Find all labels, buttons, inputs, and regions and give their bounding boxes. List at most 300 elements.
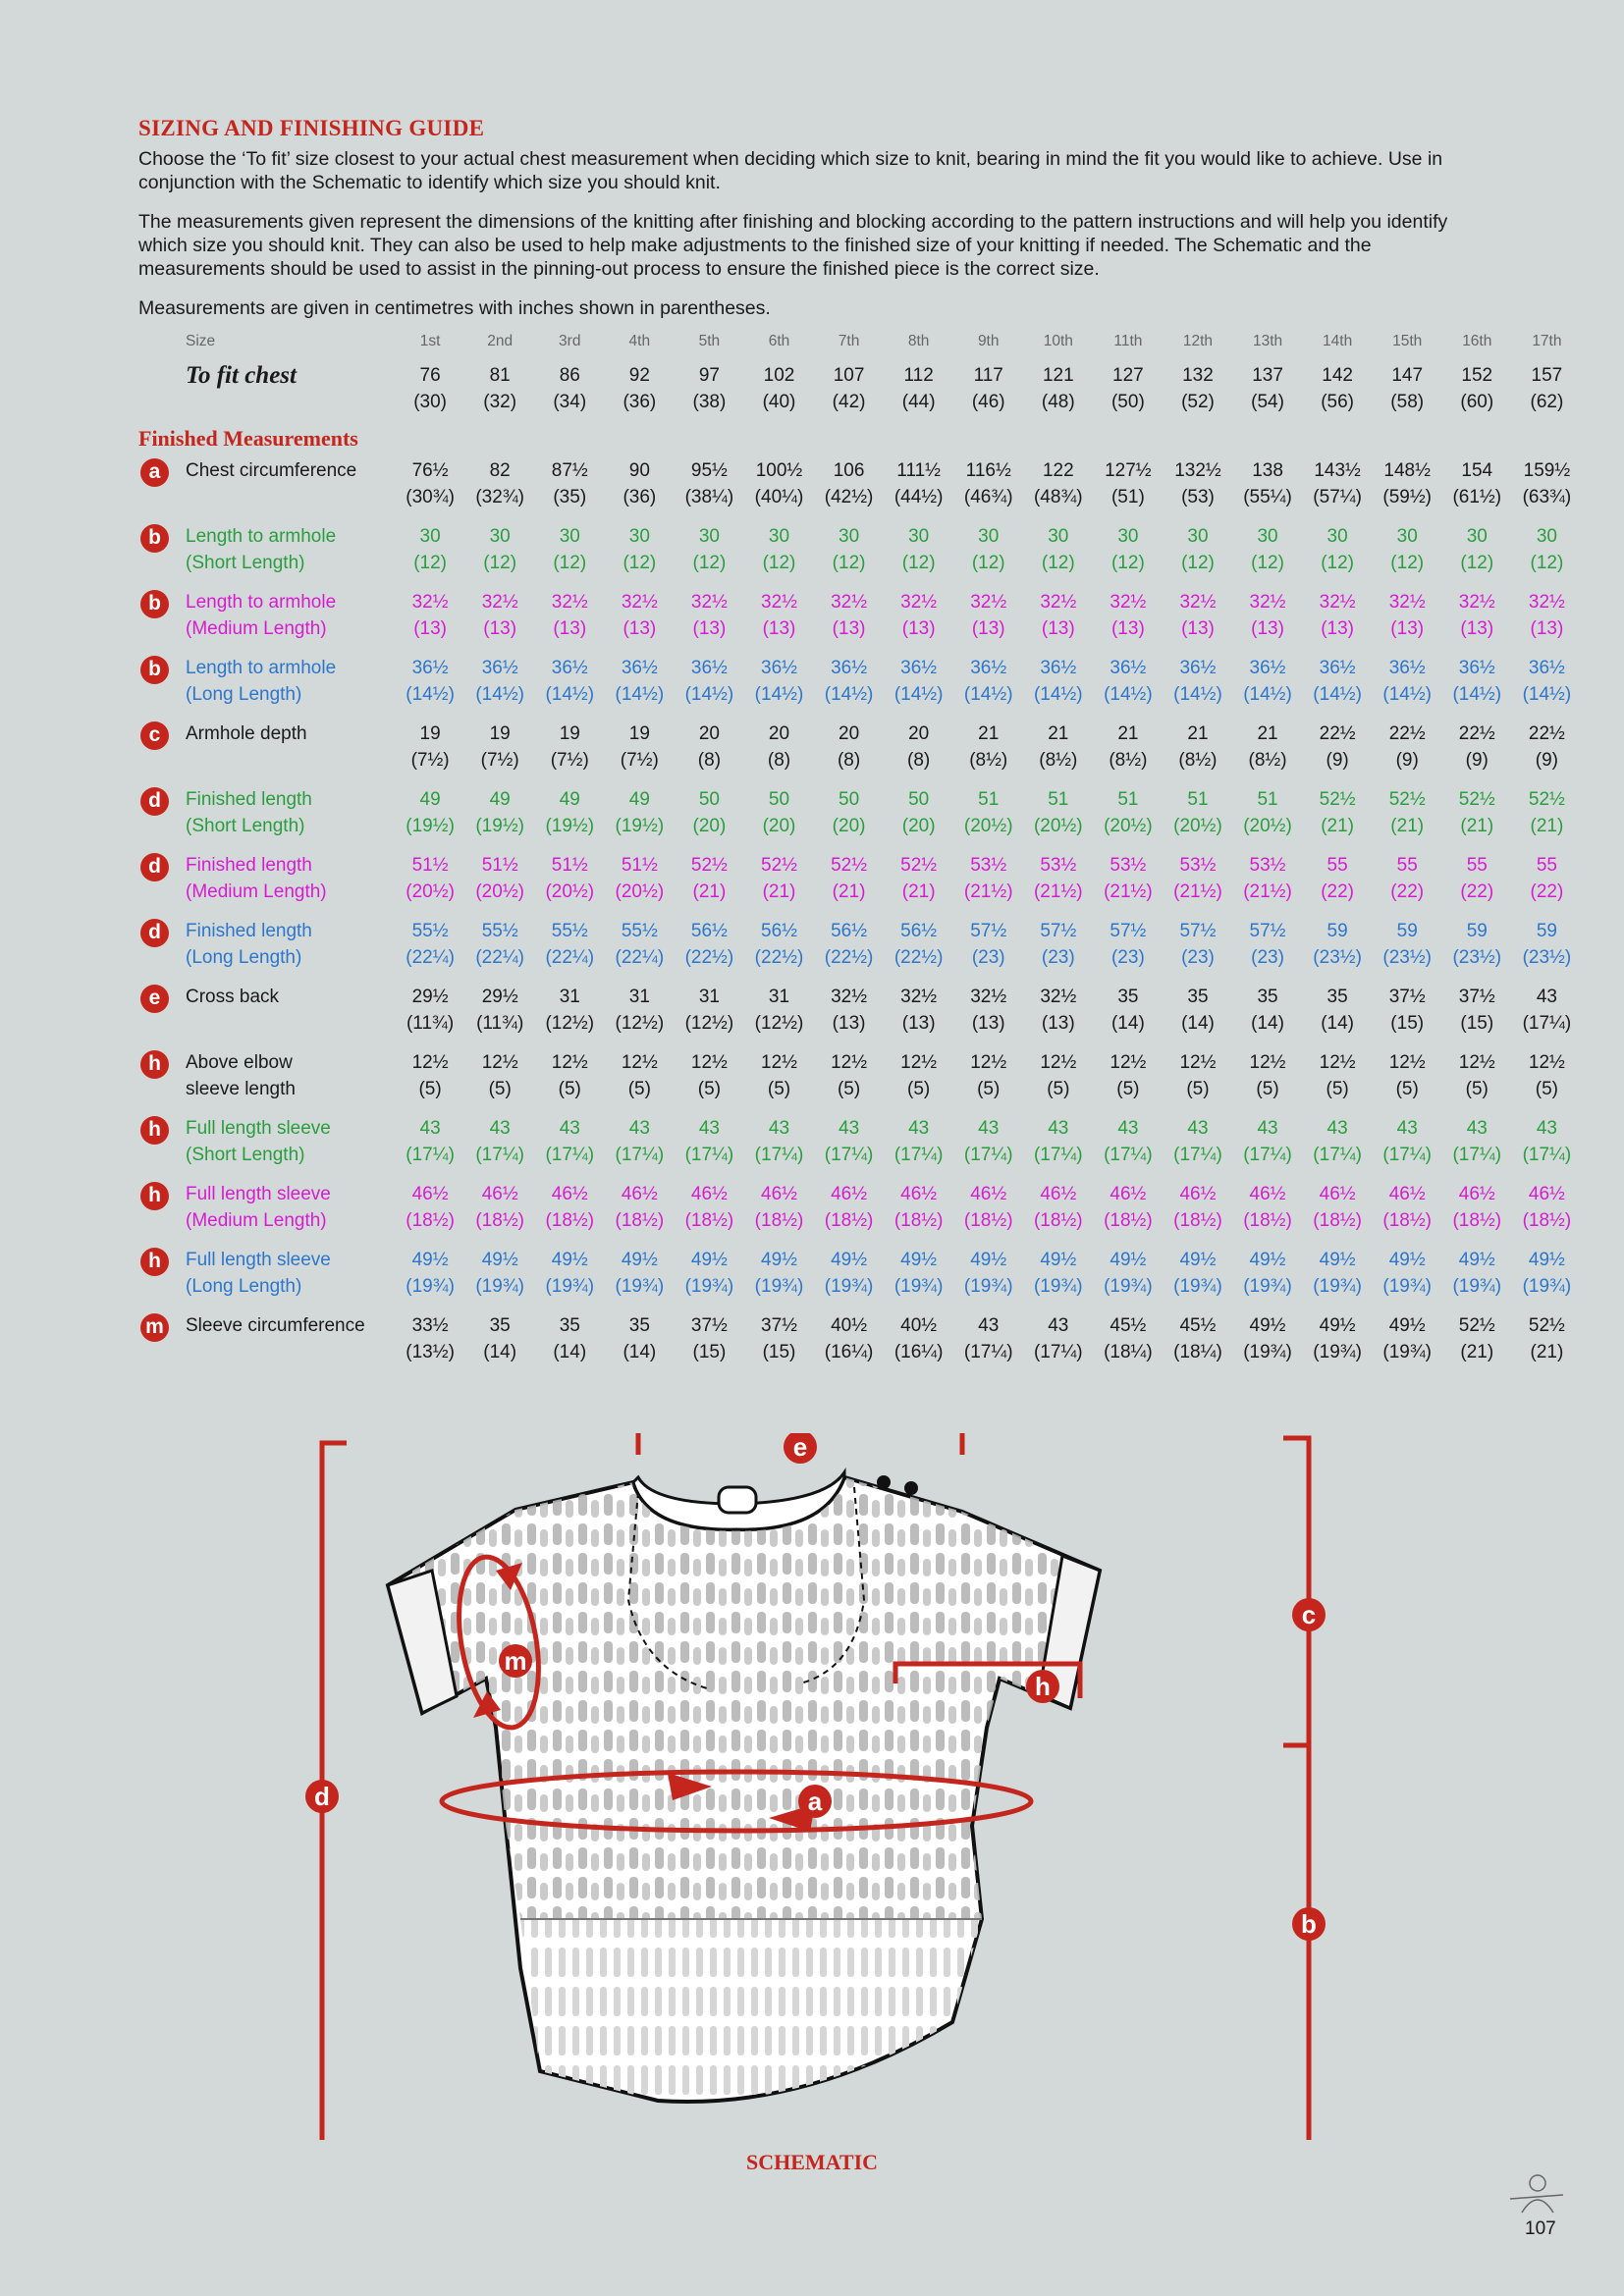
size-header: 3rd [559,333,581,349]
cm-value: 51 [1117,789,1139,810]
cm-value: 43 [1536,987,1557,1007]
cm-value: 30 [1466,526,1488,547]
cm-value: 32½ [900,592,938,613]
inch-value: (7½) [480,750,519,771]
inch-value: (40¼) [754,487,804,507]
cm-value: 81 [489,365,511,386]
inch-value: (18½) [1382,1210,1433,1231]
inch-value: (11¾) [476,1013,524,1034]
inch-value: (13) [1530,618,1564,639]
inch-value: (48) [1041,392,1075,412]
measurement-cell [744,1115,814,1181]
measurement-cell [535,523,605,589]
to-fit-cell [535,362,605,425]
cm-value: 43 [628,1118,650,1139]
cm-value: 46½ [1179,1184,1217,1204]
measurement-cell [396,852,465,918]
cm-value: 52½ [1388,789,1426,810]
inch-value: (21) [762,881,796,902]
measurement-cell [465,1312,535,1378]
measurement-cell [465,655,535,721]
inch-value: (8) [697,750,722,771]
measurement-cell [1512,589,1582,655]
cm-value: 46½ [1528,1184,1565,1204]
to-fit-cell [1512,362,1582,425]
sizing-table [138,328,1582,1378]
measurement-cell [1442,721,1512,786]
cm-value: 36½ [690,658,728,678]
measurement-cell [465,523,535,589]
to-fit-cell [1093,362,1163,425]
cm-value: 32½ [1040,592,1077,613]
inch-value: (22¼) [545,947,595,968]
inch-value: (18½) [754,1210,804,1231]
cm-value: 43 [1326,1118,1348,1139]
intro-paragraph: Choose the ‘To fit’ size closest to your actual chest measurement when deciding which size to knit, bearing in mind the fit you would like to achieve. Use in conjunction with the Schematic to identify which size you should knit. [138,148,1443,193]
cm-value: 36½ [411,658,449,678]
measurement-cell [675,1181,744,1247]
cm-value: 43 [1536,1118,1557,1139]
cm-value: 43 [489,1118,511,1139]
measurement-cell [953,918,1023,984]
label-line: (Long Length) [186,947,302,968]
cm-value: 52½ [1528,1315,1565,1336]
cm-value: 49 [559,789,580,810]
measurement-cell [884,786,953,852]
cm-value: 12½ [970,1052,1007,1073]
cm-value: 36½ [831,658,868,678]
cm-value: 52½ [1458,789,1495,810]
measurement-cell [744,1049,814,1115]
cm-value: 111½ [896,460,942,481]
cm-value: 36½ [1458,658,1495,678]
inch-value: (13) [1041,618,1075,639]
cm-value: 43 [1466,1118,1488,1139]
inch-value: (20½) [406,881,455,902]
inch-value: (19¾) [1104,1276,1153,1297]
inch-value: (21½) [1104,881,1153,902]
cm-value: 87½ [551,460,588,481]
inch-value: (19¾) [1243,1342,1292,1362]
measurement-cell [1093,589,1163,655]
size-header: 6th [768,333,790,349]
measurement-cell [1093,1247,1163,1312]
inch-value: (17¼) [684,1145,734,1165]
inch-value: (17¼) [406,1145,455,1165]
inch-value: (61½) [1452,487,1502,507]
inch-value: (9) [1326,750,1349,771]
inch-value: (19½) [615,816,665,836]
cm-value: 12½ [1319,1052,1356,1073]
inch-value: (8) [837,750,861,771]
cm-value: 30 [1326,526,1348,547]
measurement-cell [1233,1181,1303,1247]
cm-value: 32½ [831,592,868,613]
cm-value: 43 [908,1118,930,1139]
cm-value: 32½ [551,592,588,613]
to-fit-row [138,362,1582,425]
inch-value: (17¼) [963,1145,1013,1165]
cm-value: 52½ [900,855,938,876]
inch-value: (21½) [1173,881,1222,902]
inch-value: (20½) [1033,816,1083,836]
inch-value: (13) [1110,618,1145,639]
cm-value: 46½ [690,1184,728,1204]
measurement-cell [465,1115,535,1181]
measurement-cell [1373,1049,1442,1115]
inch-value: (20) [832,816,866,836]
inch-value: (13) [901,1013,936,1034]
inch-value: (19¾) [1173,1276,1222,1297]
cm-value: 57½ [1179,921,1217,941]
cm-value: 49½ [1040,1250,1077,1270]
inch-value: (19¾) [1452,1276,1502,1297]
inch-value: (19½) [545,816,595,836]
inch-value: (9) [1535,750,1559,771]
measurement-cell [814,1049,884,1115]
measurement-row [138,457,1582,523]
measurement-cell [744,786,814,852]
to-fit-cell [465,362,535,425]
cm-value: 121 [1042,365,1074,386]
inch-value: (13) [901,618,936,639]
cm-value: 102 [763,365,795,386]
badge-b: b [140,524,169,553]
cm-value: 49½ [1179,1250,1217,1270]
page-title: SIZING AND FINISHING GUIDE [138,116,485,140]
measurement-cell [1023,984,1093,1049]
cm-value: 22½ [1458,723,1495,744]
measurement-row [138,721,1582,786]
inch-value: (20½) [615,881,665,902]
inch-value: (12) [1390,553,1425,573]
measurement-cell [535,1312,605,1378]
measurement-cell [1163,589,1232,655]
cm-value: 30 [489,526,511,547]
measurement-cell [396,1181,465,1247]
cm-value: 32½ [1110,592,1147,613]
measurement-cell [1023,786,1093,852]
inch-value: (17¼) [1452,1145,1502,1165]
to-fit-cell [1023,362,1093,425]
measurement-cell [744,523,814,589]
inch-value: (20) [692,816,727,836]
measurement-cell [1023,1115,1093,1181]
cm-value: 49½ [411,1250,449,1270]
inch-value: (14) [623,1342,657,1362]
inch-value: (21) [1530,816,1564,836]
inch-value: (18½) [1452,1210,1502,1231]
measurement-label [138,1312,396,1378]
badge-d: d [140,919,169,947]
measurement-cell [953,786,1023,852]
cm-value: 37½ [690,1315,728,1336]
cm-value: 46½ [1249,1184,1286,1204]
cm-value: 142 [1322,365,1353,386]
cm-value: 32½ [411,592,449,613]
inch-value: (23½) [1382,947,1433,968]
measurement-cell [1442,852,1512,918]
measurement-cell [814,655,884,721]
cm-value: 95½ [690,460,728,481]
cm-value: 40½ [831,1315,868,1336]
measurement-cell [535,1247,605,1312]
badge-b: b [140,590,169,618]
inch-value: (12) [553,553,587,573]
inch-value: (18½) [824,1210,874,1231]
inch-value: (57¼) [1313,487,1362,507]
inch-value: (13) [832,618,866,639]
cm-value: 30 [978,526,1000,547]
cm-value: 46½ [1458,1184,1495,1204]
measurement-cell [1163,984,1232,1049]
cm-value: 46½ [1319,1184,1356,1204]
inch-value: (17¼) [615,1145,665,1165]
badge-m: m [504,1646,527,1676]
cm-value: 51½ [551,855,588,876]
inch-value: (38) [692,392,727,412]
inch-value: (19¾) [475,1276,524,1297]
inch-value: (5) [767,1079,791,1099]
cm-value: 92 [628,365,650,386]
measurement-cell [1233,721,1303,786]
inch-value: (12) [692,553,727,573]
measurement-cell [605,457,675,523]
cm-value: 100½ [755,460,803,481]
cm-value: 59 [1466,921,1488,941]
cm-value: 57½ [970,921,1007,941]
measurement-label [138,655,396,721]
cm-value: 32½ [1528,592,1565,613]
cm-value: 56½ [831,921,868,941]
measurement-cell [1233,1247,1303,1312]
measurement-cell [1442,1312,1512,1378]
inch-value: (20½) [1173,816,1222,836]
cm-value: 30 [768,526,790,547]
cm-value: 57½ [1040,921,1077,941]
measurement-cell [396,655,465,721]
cm-value: 152 [1461,365,1493,386]
cm-value: 12½ [1528,1052,1565,1073]
cm-value: 31 [768,987,790,1007]
measurement-cell [675,1247,744,1312]
measurement-cell [953,1312,1023,1378]
cm-value: 32½ [621,592,658,613]
inch-value: (5) [1395,1079,1419,1099]
measurement-cell [1303,984,1373,1049]
cm-value: 132 [1182,365,1214,386]
measurement-cell [675,984,744,1049]
inch-value: (20½) [475,881,524,902]
inch-value: (34) [553,392,587,412]
measurement-cell [605,1115,675,1181]
measurement-cell [884,1247,953,1312]
cm-value: 49½ [1388,1250,1426,1270]
cm-value: 36½ [481,658,518,678]
cm-value: 31 [559,987,580,1007]
cm-value: 43 [1257,1118,1278,1139]
measurement-cell [1373,1312,1442,1378]
measurement-cell [1512,721,1582,786]
label-line: (Medium Length) [186,618,327,639]
cm-value: 51½ [621,855,658,876]
cm-value: 37½ [1458,987,1495,1007]
inch-value: (13) [1251,618,1284,639]
inch-value: (12) [971,553,1005,573]
measurement-cell [814,1181,884,1247]
cm-value: 50 [698,789,720,810]
measurement-cell [744,589,814,655]
label-line: Length to armhole [186,658,337,678]
cm-value: 36½ [900,658,938,678]
cm-value: 52½ [831,855,868,876]
cm-value: 59 [1396,921,1418,941]
inch-value: (22) [1390,881,1425,902]
inch-value: (14½) [1243,684,1292,705]
inch-value: (17¼) [545,1145,595,1165]
measurement-cell [1303,786,1373,852]
inch-value: (23) [1251,947,1284,968]
measurement-row [138,918,1582,984]
cm-value: 52½ [1319,789,1356,810]
measurement-cell [953,1247,1023,1312]
inch-value: (14½) [406,684,455,705]
measurement-cell [535,1049,605,1115]
cm-value: 43 [1187,1118,1209,1139]
inch-value: (21) [692,881,727,902]
inch-value: (14½) [1452,684,1502,705]
cm-value: 51½ [481,855,518,876]
cm-value: 49½ [970,1250,1007,1270]
size-header: 5th [698,333,721,349]
inch-value: (13) [553,618,587,639]
cm-value: 32½ [900,987,938,1007]
measurement-cell [465,1181,535,1247]
measurement-cell [1233,984,1303,1049]
cm-value: 55½ [481,921,518,941]
measurement-cell [535,589,605,655]
inch-value: (17¼) [1522,1145,1572,1165]
label-line: Full length sleeve [186,1118,331,1139]
cm-value: 43 [1396,1118,1418,1139]
inch-value: (54) [1251,392,1284,412]
measurement-cell [1233,1312,1303,1378]
inch-value: (12½) [684,1013,734,1034]
measurement-cell [1303,523,1373,589]
measurement-cell [1442,918,1512,984]
cm-value: 51 [978,789,1000,810]
inch-value: (18½) [1243,1210,1292,1231]
inch-value: (18½) [545,1210,595,1231]
inch-value: (42½) [824,487,874,507]
cm-value: 29½ [481,987,518,1007]
measurement-cell [465,1247,535,1312]
inch-value: (13) [832,1013,866,1034]
measurement-cell [1093,1115,1163,1181]
inch-value: (23½) [1313,947,1362,968]
measurement-cell [605,984,675,1049]
measurement-cell [953,852,1023,918]
cm-value: 49½ [1249,1250,1286,1270]
inch-value: (18½) [684,1210,734,1231]
size-header: 1st [419,333,441,349]
label-line: Sleeve circumference [186,1315,365,1336]
measurement-cell [1233,1115,1303,1181]
inch-value: (22) [1321,881,1355,902]
inch-value: (17¼) [1033,1342,1083,1362]
cm-value: 55 [1536,855,1557,876]
cm-value: 36½ [1249,658,1286,678]
inch-value: (13) [483,618,517,639]
cm-value: 29½ [411,987,449,1007]
cm-value: 51 [1257,789,1278,810]
measurement-cell [1163,1049,1232,1115]
inch-value: (13) [413,618,447,639]
measurement-cell [814,918,884,984]
inch-value: (42) [832,392,866,412]
measurement-cell [1233,655,1303,721]
measurement-cell [1023,721,1093,786]
cm-value: 50 [768,789,790,810]
inch-value: (19¾) [1033,1276,1083,1297]
measurement-cell [605,852,675,918]
inch-value: (5) [488,1079,512,1099]
cm-value: 143½ [1314,460,1361,481]
cm-value: 30 [1187,526,1209,547]
inch-value: (21) [901,881,936,902]
measurement-cell [1373,1115,1442,1181]
measurement-cell [1373,1181,1442,1247]
measurement-cell [396,918,465,984]
measurement-cell [535,655,605,721]
inch-value: (19¾) [824,1276,874,1297]
measurement-cell [1442,523,1512,589]
measurement-label [138,786,396,852]
inch-value: (15) [1460,1013,1494,1034]
inch-value: (5) [1465,1079,1489,1099]
inch-value: (35) [553,487,587,507]
measurement-cell [1233,457,1303,523]
inch-value: (17¼) [963,1342,1013,1362]
measurement-cell [1163,1247,1232,1312]
label-line: Finished length [186,921,312,941]
measurement-row [138,655,1582,721]
measurement-cell [675,457,744,523]
inch-value: (17¼) [1033,1145,1083,1165]
to-fit-cell [953,362,1023,425]
measurement-cell [605,721,675,786]
inch-value: (46¾) [963,487,1013,507]
cm-value: 30 [698,526,720,547]
inch-value: (14) [1321,1013,1355,1034]
cm-value: 49½ [761,1250,797,1270]
inch-value: (16¼) [893,1342,944,1362]
badge-h: h [1035,1672,1051,1701]
inch-value: (21½) [1033,881,1083,902]
measurement-cell [814,786,884,852]
cm-value: 148½ [1383,460,1431,481]
to-fit-cell [675,362,744,425]
inch-value: (12½) [545,1013,595,1034]
cm-value: 112 [903,365,934,386]
inch-value: (59½) [1382,487,1433,507]
size-header: 4th [628,333,651,349]
inch-value: (18½) [615,1210,665,1231]
measurement-cell [814,1115,884,1181]
cm-value: 46½ [1040,1184,1077,1204]
cm-value: 49½ [621,1250,658,1270]
measurement-cell [1512,655,1582,721]
